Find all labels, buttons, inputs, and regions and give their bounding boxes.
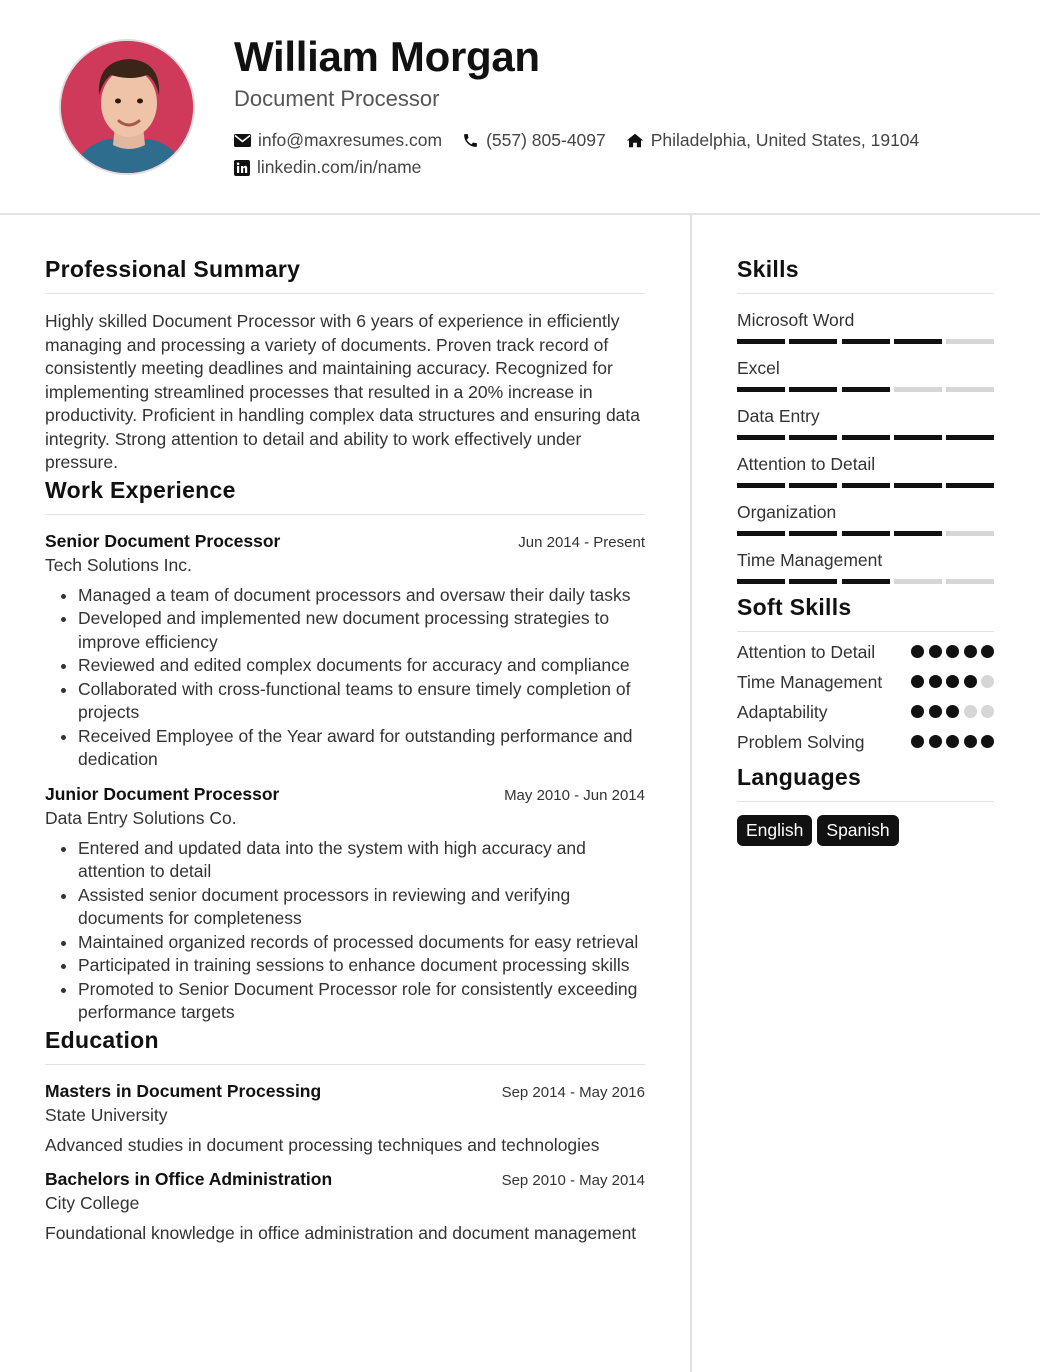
- skill-level-segment: [894, 387, 942, 392]
- rating-dot: [964, 675, 977, 688]
- job-date: Jun 2014 - Present: [518, 533, 645, 551]
- soft-skills-heading: Soft Skills: [737, 594, 994, 632]
- rating-dot: [911, 645, 924, 658]
- list-item: • Promoted to Senior Document Processor role for consistently exceeding performance targets: [78, 978, 645, 1025]
- skill-level-segment: [737, 339, 785, 344]
- job-bullets: [45, 837, 645, 1025]
- school-name: City College: [45, 1192, 140, 1213]
- rating-dot: [911, 705, 924, 718]
- rating-dot: [981, 705, 994, 718]
- skill-level-segment: [737, 579, 785, 584]
- soft-skill-rating: [907, 735, 995, 748]
- skill-level-segment: [894, 435, 942, 440]
- skill-item: [737, 310, 994, 344]
- degree-title: Masters in Document Processing: [45, 1080, 322, 1101]
- skill-level-segment: [842, 387, 890, 392]
- list-item: • Assisted senior document processors in reviewing and verifying documents for completeness: [78, 884, 645, 931]
- list-item: • Managed a team of document processors and oversaw their daily tasks: [78, 584, 645, 608]
- degree-title: Bachelors in Office Administration: [45, 1168, 333, 1189]
- home-icon: [626, 133, 644, 148]
- skill-level-segment: [789, 339, 837, 344]
- profile-photo-icon: [61, 41, 195, 175]
- summary-section: [45, 256, 645, 475]
- skill-level-bar: [737, 339, 994, 344]
- skill-level-segment: [842, 483, 890, 488]
- soft-skill-rating: [907, 705, 995, 718]
- skill-level-segment: [789, 579, 837, 584]
- skill-level-segment: [789, 435, 837, 440]
- phone-icon: [462, 132, 479, 149]
- job-date: May 2010 - Jun 2014: [504, 786, 645, 804]
- contact-row: [234, 130, 939, 151]
- linkedin-item[interactable]: [234, 157, 421, 178]
- rating-dot: [981, 645, 994, 658]
- job-company: Data Entry Solutions Co.: [45, 807, 237, 828]
- education-entry: [45, 1169, 645, 1245]
- skill-name: Data Entry: [737, 406, 820, 426]
- education-section: [45, 1027, 645, 1245]
- skill-name: Excel: [737, 358, 780, 378]
- language-badge: Spanish: [817, 815, 898, 846]
- skill-name: Organization: [737, 502, 837, 522]
- skill-level-segment: [946, 531, 994, 536]
- rating-dot: [981, 735, 994, 748]
- rating-dot: [981, 675, 994, 688]
- soft-skill-rating: [907, 645, 995, 658]
- rating-dot: [929, 735, 942, 748]
- list-item: • Participated in training sessions to enhance document processing skills: [78, 954, 645, 978]
- skill-level-segment: [789, 531, 837, 536]
- rating-dot: [964, 705, 977, 718]
- skill-level-segment: [894, 531, 942, 536]
- candidate-role: Document Processor: [234, 86, 440, 111]
- side-column: [737, 256, 994, 846]
- skill-item: [737, 406, 994, 440]
- rating-dot: [946, 705, 959, 718]
- envelope-icon: [234, 134, 251, 147]
- skills-heading: Skills: [737, 256, 994, 294]
- skill-level-segment: [789, 387, 837, 392]
- skill-level-segment: [789, 483, 837, 488]
- location-item: [626, 130, 920, 151]
- linkedin-text: linkedin.com/in/name: [257, 157, 422, 177]
- skill-level-segment: [894, 339, 942, 344]
- location-text: Philadelphia, United States, 19104: [650, 130, 920, 150]
- soft-skill-item: [737, 670, 994, 694]
- phone-text: (557) 805-4097: [486, 130, 606, 150]
- skill-level-segment: [946, 579, 994, 584]
- education-entry: [45, 1081, 645, 1157]
- languages-heading: Languages: [737, 764, 994, 802]
- soft-skill-name: Attention to Detail: [737, 642, 876, 662]
- skill-level-bar: [737, 435, 994, 440]
- job-bullets: [45, 584, 645, 772]
- email-text: info@maxresumes.com: [258, 130, 443, 150]
- soft-skill-item: [737, 730, 994, 754]
- rating-dot: [929, 675, 942, 688]
- job-title: Junior Document Processor: [45, 783, 280, 804]
- contact-row-2: [234, 157, 441, 178]
- school-name: State University: [45, 1104, 168, 1125]
- skill-name: Time Management: [737, 550, 883, 570]
- skill-level-segment: [946, 339, 994, 344]
- job-entry: [45, 784, 645, 1025]
- list-item: • Maintained organized records of processed documents for easy retrieval: [78, 931, 645, 955]
- skill-item: [737, 502, 994, 536]
- skill-level-bar: [737, 579, 994, 584]
- education-description: Advanced studies in document processing techniques and technologies: [45, 1134, 600, 1155]
- soft-skill-item: [737, 700, 994, 724]
- skill-item: [737, 358, 994, 392]
- list-item: • Entered and updated data into the system with high accuracy and attention to detail: [78, 837, 645, 884]
- skill-item: [737, 550, 994, 584]
- list-item: • Developed and implemented new document processing strategies to improve efficiency: [78, 607, 645, 654]
- candidate-name: William Morgan: [234, 33, 540, 80]
- phone-item[interactable]: [462, 130, 606, 151]
- skill-level-segment: [842, 339, 890, 344]
- skill-level-segment: [842, 531, 890, 536]
- education-heading: Education: [45, 1027, 645, 1065]
- languages-section: [737, 764, 994, 846]
- list-item: • Received Employee of the Year award for outstanding performance and dedication: [78, 725, 645, 772]
- summary-text: Highly skilled Document Processor with 6 years of experience in efficiently managing and processing a variety of documents. Proven track record of consistently meeting deadlines and maintaining accuracy. Recognized for implementing streamlined processes that resulted in a 20% increase in productivity. Proficient in handling complex data structures and ensuring data integrity. Strong attention to detail and ability to work effectively under pressure.: [45, 311, 641, 472]
- rating-dot: [964, 735, 977, 748]
- rating-dot: [964, 645, 977, 658]
- skills-section: [737, 256, 994, 584]
- skill-level-bar: [737, 483, 994, 488]
- rating-dot: [946, 735, 959, 748]
- soft-skill-name: Time Management: [737, 672, 883, 692]
- soft-skill-name: Adaptability: [737, 702, 828, 722]
- avatar: [59, 39, 195, 175]
- soft-skill-item: [737, 640, 994, 664]
- list-item: • Reviewed and edited complex documents for accuracy and compliance: [78, 654, 645, 678]
- skill-level-segment: [946, 387, 994, 392]
- skill-level-segment: [946, 435, 994, 440]
- skill-level-segment: [946, 483, 994, 488]
- skill-level-segment: [737, 387, 785, 392]
- skill-level-segment: [737, 531, 785, 536]
- skill-name: Attention to Detail: [737, 454, 876, 474]
- skill-level-segment: [842, 435, 890, 440]
- linkedin-icon: [234, 160, 250, 176]
- job-title: Senior Document Processor: [45, 530, 281, 551]
- rating-dot: [911, 675, 924, 688]
- column-divider: [690, 215, 692, 1372]
- job-company: Tech Solutions Inc.: [45, 554, 192, 575]
- resume-header: [0, 0, 1040, 215]
- rating-dot: [929, 705, 942, 718]
- list-item: • Collaborated with cross-functional teams to ensure timely completion of projects: [78, 678, 645, 725]
- skill-item: [737, 454, 994, 488]
- job-entry: [45, 531, 645, 772]
- experience-heading: Work Experience: [45, 477, 645, 515]
- skill-level-segment: [894, 579, 942, 584]
- skill-level-segment: [842, 579, 890, 584]
- soft-skill-name: Problem Solving: [737, 732, 865, 752]
- rating-dot: [946, 675, 959, 688]
- soft-skills-section: [737, 594, 994, 754]
- summary-heading: Professional Summary: [45, 256, 645, 294]
- soft-skill-rating: [907, 675, 995, 688]
- education-date: Sep 2010 - May 2014: [501, 1171, 645, 1189]
- skill-level-bar: [737, 531, 994, 536]
- main-column: [45, 256, 645, 1245]
- skill-level-segment: [894, 483, 942, 488]
- rating-dot: [946, 645, 959, 658]
- rating-dot: [911, 735, 924, 748]
- language-badge: English: [737, 815, 812, 846]
- soft-skills-list: [737, 640, 994, 754]
- education-description: Foundational knowledge in office administration and document management: [45, 1222, 637, 1243]
- experience-section: [45, 477, 645, 1025]
- skill-level-bar: [737, 387, 994, 392]
- email-item[interactable]: [234, 130, 442, 151]
- skills-list: [737, 310, 994, 584]
- education-date: Sep 2014 - May 2016: [501, 1083, 645, 1101]
- skill-level-segment: [737, 483, 785, 488]
- skill-name: Microsoft Word: [737, 310, 855, 330]
- rating-dot: [929, 645, 942, 658]
- languages-list: [737, 815, 994, 846]
- skill-level-segment: [737, 435, 785, 440]
